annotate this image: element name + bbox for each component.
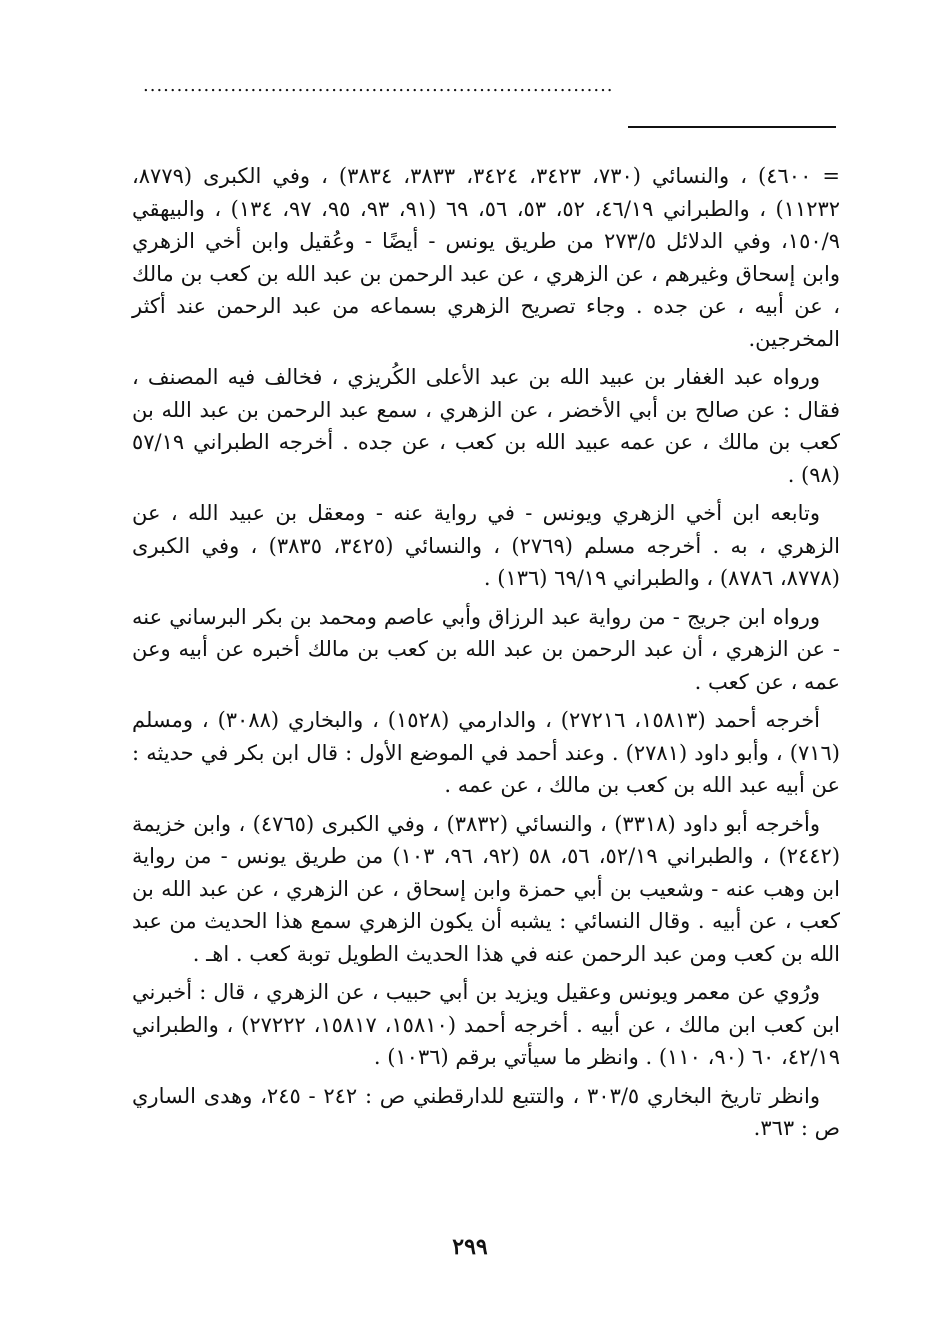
footnote-paragraph: وأخرجه أبو داود (٣٣١٨) ، والنسائي (٣٨٣٢) ، وفي الكبرى (٤٧٦٥) ، وابن خزيمة (٢٤٤٢) ، والطبراني ٥٢/١٩، ٥٦، ٥٨ (٩٢، ٩٦، ١٠٣) من طريق يونس - من رواية ابن وهب عنه - وشعيب بن أبي حمزة وابن إسحاق ، عن الزهري ، عن عبد الله بن كعب ، عن أبيه . وقال النسائي : يشبه أن يكون الزهري سمع هذا الحديث من عبد الله بن كعب ومن عبد الرحمن عنه في هذا الحديث الطويل توبة كعب . اهـ . <box>132 811 841 966</box>
footnote-paragraph: ورواه ابن جريج - من رواية عبد الرزاق وأبي عاصم ومحمد بن بكر البرساني عنه - عن الزهري ، أن عبد الرحمن بن عبد الله بن كعب بن مالك أخبره عن أبيه وعن عمه ، عن كعب . <box>132 604 840 694</box>
header-dotted-line: ...................................................................... <box>143 76 614 96</box>
footnote-paragraph: وانظر تاريخ البخاري ٣٠٣/٥ ، والتتبع للدارقطني ص : ٢٤٢ - ٢٤٥، وهدى الساري ص : ٣٦٣. <box>132 1083 840 1140</box>
footnote-paragraph: ورواه عبد الغفار بن عبيد الله بن عبد الأعلى الكُريزي ، فخالف فيه المصنف ، فقال : عن صالح بن أبي الأخضر ، عن الزهري ، سمع عبد الرحمن بن عبد الله بن كعب بن مالك ، عن عمه عبيد الله بن كعب ، عن جده . أخرجه الطبراني ٥٧/١٩ (٩٨) . <box>132 365 840 487</box>
footnote-paragraph: وتابعه ابن أخي الزهري ويونس - في رواية عنه - ومعقل بن عبيد الله ، عن الزهري ، به . أخرجه مسلم (٢٧٦٩) ، والنسائي (٣٤٢٥، ٣٨٣٥) ، وفي الكبرى (٨٧٧٨، ٨٧٨٦) ، والطبراني ٦٩/١٩ (١٣٦) . <box>132 501 841 590</box>
page-number: ٢٩٩ <box>452 1234 488 1260</box>
footnote-paragraph: = ٤٦٠٠) ، والنسائي (٧٣٠، ٣٤٢٣، ٣٤٢٤، ٣٨٣٣، ٣٨٣٤) ، وفي الكبرى (٨٧٧٩، ١١٢٣٢) ، والطبراني ٤٦/١٩، ٥٢، ٥٣، ٥٦، ٦٩ (٩١، ٩٣، ٩٥، ٩٧، ١٣٤) ، والبيهقي ١٥٠/٩، وفي الدلائل ٢٧٣/٥ من طريق يونس - أيضًا - وعُقيل وابن أخي الزهري وابن إسحاق وغيرهم ، عن الزهري ، عن عبد الرحمن بن عبد الله بن كعب بن مالك ، عن أبيه ، عن جده . وجاء تصريح الزهري بسماعه من عبد الرحمن عند أكثر المخرجين. <box>132 164 841 351</box>
footnote-text-block <box>132 160 840 1151</box>
footnote-paragraph: ورُوي عن معمر ويونس وعقيل ويزيد بن أبي حبيب ، عن الزهري ، قال : أخبرني ابن كعب ابن مالك ، عن أبيه . أخرجه أحمد (١٥٨١٠، ١٥٨١٧، ٢٧٢٢٢) ، والطبراني ٤٢/١٩، ٦٠ (٩٠، ١١٠) . وانظر ما سيأتي برقم (١٠٣٦) . <box>132 980 841 1069</box>
footnote-paragraph: أخرجه أحمد (١٥٨١٣، ٢٧٢١٦) ، والدارمي (١٥٢٨) ، والبخاري (٣٠٨٨) ، ومسلم (٧١٦) ، وأبو داود (٢٧٨١) . وعند أحمد في الموضع الأول : قال ابن بكر في حديثه : عن أبيه عبد الله بن كعب بن مالك ، عن عمه . <box>132 708 840 797</box>
footnote-separator-rule <box>628 126 836 128</box>
